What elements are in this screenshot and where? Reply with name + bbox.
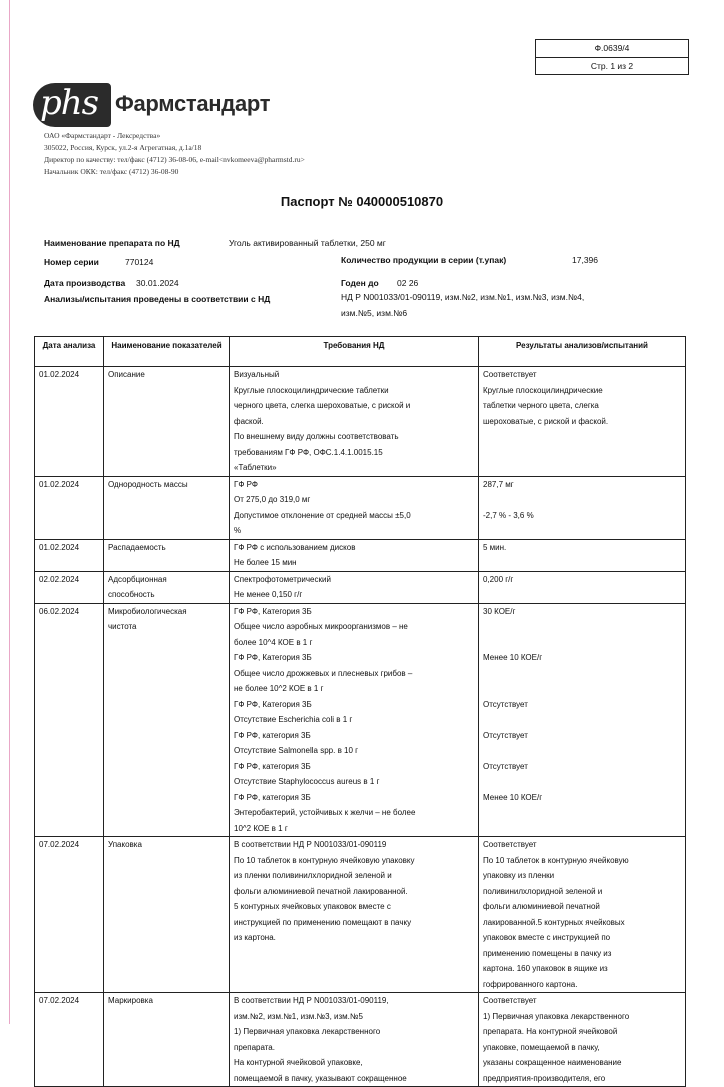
quantity-label: Количество продукции в серии (т.упак): [341, 255, 507, 265]
production-date-label: Дата производства: [44, 278, 126, 288]
result-line: [483, 666, 681, 682]
requirement-line: На контурной ячейковой упаковке,: [234, 1058, 363, 1067]
result-line: 0,200 г/г: [483, 574, 514, 584]
indicator-name-line: Микробиологическая: [108, 606, 187, 616]
analysis-label: Анализы/испытания проведены в соответствии с НД: [44, 294, 271, 304]
result-line: таблетки черного цвета, слегка: [483, 401, 599, 410]
result-line: Соответствует: [483, 840, 537, 849]
header-indicator: Наименование показателей: [104, 337, 230, 367]
result-cell: [479, 603, 686, 837]
requirement-line: 10^2 КОЕ в 1 г: [234, 823, 288, 833]
analysis-date: 02.02.2024: [39, 574, 80, 584]
requirement-line: изм.№2, изм.№1, изм.№3, изм.№5: [234, 1011, 363, 1021]
analysis-date-cell: [35, 603, 104, 837]
requirement-line: помещаемой в пачку, указывают сокращенное: [234, 1073, 407, 1083]
result-line: указаны сокращенное наименование: [483, 1058, 622, 1067]
result-line: 5 мин.: [483, 542, 507, 552]
indicator-name-cell: [104, 603, 230, 837]
analysis-table: [34, 336, 686, 1087]
result-line: Соответствует: [483, 370, 537, 379]
requirement-line: ГФ РФ, категория 3Б: [234, 792, 311, 802]
result-cell: [479, 993, 686, 1087]
company-name: ОАО «Фармстандарт - Лексредства»: [44, 131, 161, 140]
quantity-value: 17,396: [572, 255, 598, 265]
result-cell: [479, 539, 686, 571]
result-line: [483, 712, 681, 728]
result-line: препарата. На контурной ячейковой: [483, 1027, 618, 1036]
result-line: упаковке, помещаемой в пачку,: [483, 1042, 600, 1052]
result-line: применению помещены в пачку из: [483, 948, 612, 958]
table-row: [35, 367, 686, 477]
requirement-line: Отсутствие Staphylococcus aureus в 1 г: [234, 777, 380, 786]
requirement-line: более 10^4 КОЕ в 1 г: [234, 637, 313, 647]
analysis-date-cell: [35, 367, 104, 477]
requirement-line: Общее число аэробных микроорганизмов – не: [234, 622, 408, 631]
indicator-name-line: Упаковка: [108, 840, 142, 849]
table-row: [35, 571, 686, 603]
result-line: [483, 492, 681, 508]
result-cell: [479, 837, 686, 993]
requirement-line: не более 10^2 КОЕ в 1 г: [234, 684, 324, 693]
indicator-name-line: Однородность массы: [108, 479, 188, 489]
requirement-line: В соответствии НД Р N001033/01-090119: [234, 840, 387, 849]
result-cell: [479, 571, 686, 603]
requirement-cell: [230, 539, 479, 571]
page-number: Стр. 1 из 2: [590, 61, 634, 71]
requirement-line: Отсутствие Escherichia coli в 1 г: [234, 715, 353, 724]
analysis-date-cell: [35, 837, 104, 993]
margin-line: [9, 0, 10, 1024]
result-line: картона. 160 упаковок в ящике из: [483, 964, 608, 973]
result-line: Соответствует: [483, 996, 537, 1005]
result-cell: [479, 367, 686, 477]
requirement-line: ГФ РФ, Категория 3Б: [234, 699, 312, 709]
result-line: 287,7 мг: [483, 479, 514, 489]
requirement-line: фаской.: [234, 416, 264, 426]
table-row: [35, 993, 686, 1087]
expiry-label: Годен до: [341, 278, 379, 288]
requirement-line: Не менее 0,150 г/г: [234, 590, 303, 599]
requirement-line: Спектрофотометрический: [234, 574, 331, 584]
analysis-date: 06.02.2024: [39, 606, 80, 616]
requirement-line: По 10 таблеток в контурную ячейковую упаковку: [234, 855, 415, 865]
company-address: 305022, Россия, Курск, ул.2-я Агрегатная, д.1а/18: [44, 143, 202, 152]
analysis-date: 07.02.2024: [39, 996, 80, 1005]
table-row: [35, 539, 686, 571]
requirement-line: По внешнему виду должны соответствовать: [234, 432, 399, 441]
series-label: Номер серии: [44, 257, 99, 267]
result-line: [483, 619, 681, 635]
result-line: [483, 743, 681, 759]
requirement-line: В соответствии НД Р N001033/01-090119,: [234, 996, 389, 1005]
indicator-name-line: способность: [108, 590, 155, 599]
result-line: Менее 10 КОЕ/г: [483, 792, 543, 802]
page-title: Паспорт № 040000510870: [280, 194, 444, 209]
requirement-cell: [230, 476, 479, 539]
requirement-line: «Таблетки»: [234, 463, 277, 472]
result-line: Менее 10 КОЕ/г: [483, 653, 543, 662]
result-line: 1) Первичная упаковка лекарственного: [483, 1011, 630, 1021]
indicator-name-cell: [104, 993, 230, 1087]
analysis-date-cell: [35, 571, 104, 603]
indicator-name-cell: [104, 571, 230, 603]
result-line: шероховатые, с риской и фаской.: [483, 416, 609, 426]
drug-value: Уголь активированный таблетки, 250 мг: [229, 238, 386, 248]
requirement-line: ГФ РФ: [234, 479, 258, 489]
requirement-line: Не более 15 мин: [234, 558, 297, 567]
quality-director-contact: Директор по качеству: тел/факс (4712) 36-08-06, e-mail<nvkomeeva@pharmstd.ru>: [44, 155, 305, 164]
result-line: [483, 681, 681, 697]
indicator-name-line: Распадаемость: [108, 542, 166, 552]
requirement-line: Визуальный: [234, 370, 280, 379]
requirement-line: препарата.: [234, 1042, 275, 1052]
analysis-date: 07.02.2024: [39, 840, 80, 849]
result-line: Отсутствует: [483, 730, 528, 740]
header-requirements: Требования НД: [230, 337, 479, 367]
indicator-name-cell: [104, 367, 230, 477]
requirement-line: 1) Первичная упаковка лекарственного: [234, 1027, 381, 1036]
expiry-value: 02 26: [397, 278, 419, 288]
requirement-line: ГФ РФ, категория 3Б: [234, 761, 311, 771]
header-date: Дата анализа: [35, 337, 104, 367]
indicator-name-line: Адсорбционная: [108, 574, 167, 584]
requirement-line: черного цвета, слегка шероховатые, с риской и: [234, 401, 411, 410]
result-line: -2,7 % - 3,6 %: [483, 510, 534, 520]
logo-name: Фармстандарт: [115, 91, 271, 116]
series-value: 770124: [125, 257, 154, 267]
requirement-line: ГФ РФ, Категория 3Б: [234, 653, 312, 662]
requirement-cell: [230, 837, 479, 993]
requirement-line: требованиям ГФ РФ, ОФС.1.4.1.0015.15: [234, 447, 383, 457]
analysis-date-cell: [35, 476, 104, 539]
requirement-line: из пленки поливинилхлоридной зеленой и: [234, 871, 392, 880]
indicator-name-cell: [104, 476, 230, 539]
form-code: Ф.0639/4: [536, 40, 688, 58]
result-line: упаковку из пленки: [483, 871, 555, 880]
table-row: [35, 837, 686, 993]
requirement-cell: [230, 603, 479, 837]
drug-label: Наименование препарата по НД: [44, 238, 180, 248]
result-line: гофрированного картона.: [483, 979, 578, 989]
requirement-line: инструкцией по применению помещают в пачку: [234, 917, 412, 927]
requirement-cell: [230, 367, 479, 477]
requirement-line: Допустимое отклонение от средней массы ±5,0: [234, 510, 411, 520]
result-line: Круглые плоскоцилиндрические: [483, 385, 603, 395]
requirement-cell: [230, 571, 479, 603]
requirement-line: 5 контурных ячейковых упаковок вместе с: [234, 902, 391, 911]
company-logo: [33, 83, 271, 127]
indicator-name-cell: [104, 837, 230, 993]
result-line: упаковок вместе с инструкцией по: [483, 933, 611, 942]
result-line: Отсутствует: [483, 699, 528, 709]
analysis-date: 01.02.2024: [39, 542, 80, 552]
result-line: фольги алюминиевой печатной: [483, 902, 600, 911]
table-header-row: [35, 337, 686, 367]
requirement-line: Круглые плоскоцилиндрические таблетки: [234, 385, 389, 395]
requirement-line: Общее число дрожжевых и плесневых грибов –: [234, 668, 413, 678]
requirement-line: Отсутствие Salmonella spp. в 10 г: [234, 746, 359, 755]
header-results: Результаты анализов/испытаний: [479, 337, 686, 367]
logo-mark: phs: [33, 83, 111, 127]
analysis-date-cell: [35, 993, 104, 1087]
analysis-date-cell: [35, 539, 104, 571]
requirement-line: %: [234, 526, 242, 535]
requirement-line: ГФ РФ, категория 3Б: [234, 730, 311, 740]
table-row: [35, 603, 686, 837]
requirement-line: ГФ РФ с использованием дисков: [234, 542, 356, 552]
result-line: лакированной.5 контурных ячейковых: [483, 917, 625, 927]
requirement-line: из картона.: [234, 933, 276, 942]
okk-head-contact: Начальник ОКК: тел/факс (4712) 36-08-90: [44, 167, 179, 176]
analysis-date: 01.02.2024: [39, 479, 80, 489]
analysis-standard-1: НД Р N001033/01-090119, изм.№2, изм.№1, изм.№3, изм.№4,: [341, 292, 585, 302]
requirement-line: Энтеробактерий, устойчивых к желчи – не более: [234, 808, 416, 817]
indicator-name-line: Маркировка: [108, 996, 153, 1005]
result-line: Отсутствует: [483, 761, 528, 771]
requirement-cell: [230, 993, 479, 1087]
result-line: По 10 таблеток в контурную ячейковую: [483, 855, 629, 865]
requirement-line: ГФ РФ, Категория 3Б: [234, 606, 312, 616]
result-line: [483, 774, 681, 790]
indicator-name-line: Описание: [108, 370, 145, 379]
indicator-name-cell: [104, 539, 230, 571]
result-line: предприятия-производителя, его: [483, 1073, 606, 1083]
result-line: поливинилхлоридной зеленой и: [483, 886, 603, 896]
result-line: 30 КОЕ/г: [483, 606, 516, 616]
result-cell: [479, 476, 686, 539]
result-line: [483, 635, 681, 651]
requirement-line: От 275,0 до 319,0 мг: [234, 495, 311, 504]
analysis-date: 01.02.2024: [39, 370, 80, 379]
requirement-line: фольги алюминиевой печатной лакированной.: [234, 886, 408, 896]
indicator-name-line: чистота: [108, 622, 137, 631]
analysis-standard-2: изм.№5, изм.№6: [341, 308, 408, 318]
production-date-value: 30.01.2024: [136, 278, 179, 288]
table-row: [35, 476, 686, 539]
form-code-box: [535, 39, 689, 75]
